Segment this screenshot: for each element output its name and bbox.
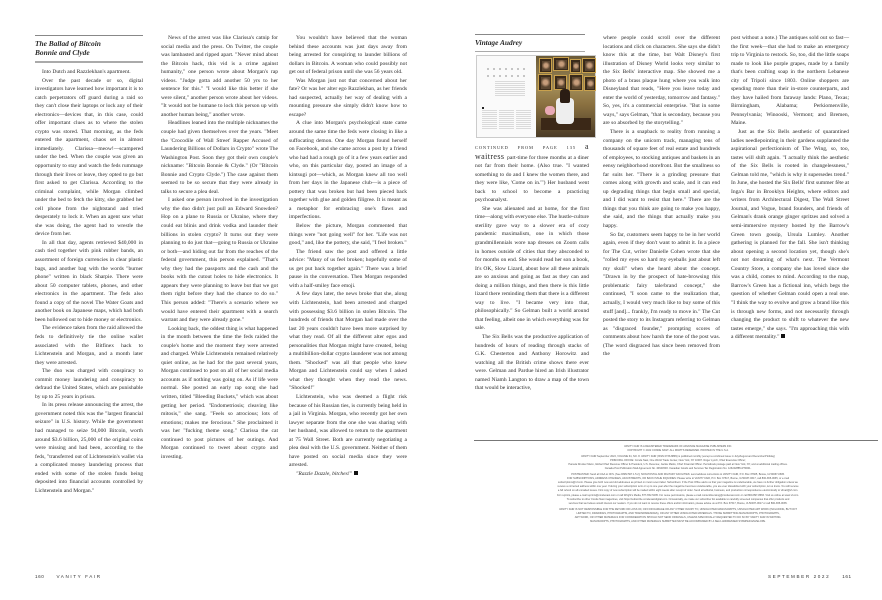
spread-photo <box>476 55 596 138</box>
left-folio <box>35 574 102 579</box>
paragraph: The Six Bells was the productive application of hundreds of hours of reading through stacks of G.K. Chesterton and Anthony Horowitz and watching all the British crime shows there ever were. Gelman and Pardue hired an Irish illustrator named Niamh Langton to draw a map of the town that would be interactive, <box>475 334 589 392</box>
kicker-title: Vintage Audrey <box>475 38 523 47</box>
photo-dots <box>485 68 529 70</box>
fineprint-line: LIMITED TO, DRAWINGS, PHOTOGRAPHS, AND TRANSPARENCIES), OR ANY OTHER UNSOLICITED MATERIALS. THOSE SUBMITTING MANUSCRIPTS, PHOTOGRAPHS, <box>576 511 780 515</box>
fineprint-line: ART WORK, OR OTHER MATERIALS FOR CONSIDERATION SHOULD NOT SEND ORIGINALS, UNLESS SPECIFICALLY REQUESTED TO DO SO BY VANITY FAIR IN WRITING. <box>574 515 782 519</box>
portrait-frame <box>554 75 567 90</box>
fineprint-line: a full refund on all unmailed issues. First copy of new subscription will be mailed within eight weeks after receipt of order. Send all editorial, business, and production correspondence electronically to vfmail@vf.com. <box>557 489 799 493</box>
fineprint-line: COPYRIGHT © 2022 CONDÉ NAST. ALL RIGHTS RESERVED. PRINTED IN THE U.S.A. <box>627 449 729 453</box>
paragraph: Looking back, the oddest thing is what happened in the month between the time the feds raided the couple's home and the moment they were arrested and charged. While Lichtenstein remained relatively quiet online, as he had for the past several years, Morgan continued to post on all of her social media accounts as if nothing was going on. As if life were normal. She posted an early rap song she had written, titled "Bleeding Buckets," which was about getting her period. "Endometriosis; cleaving like mitosis," she sang. "Feels so atrocious; lots of emotions; makes me ferocious." She proclaimed it was her "fucking theme song." Clarissa the cat continued to post pictures of her outings. And Morgan continued to tweet about crypto and investing. <box>161 325 278 460</box>
fineprint-line: POSTMASTER: Send all UAA to CFS. (See DMM 507.1.5.2); NON-POSTAL AND MILITARY FACILITIES: send address corrections to VANITY FAIR, P.O. Box 37605, Boone, IA 50037-0605. <box>571 473 785 477</box>
kicker-bottom-rule <box>475 51 585 52</box>
paragraph: Headlines leaned into the multiple nicknames the couple had given themselves over the years. "Meet the 'Crocodile of Wall Street' Rapper Accused of Laundering Billions of Dollars in Crypto" wrote The Washington Post. Soon they got their own couple's nickname: "Bitcoin Bonnie & Clyde." (Or "Bitcoin Bonnie and Crypto Clyde.") The case against them seemed to be so secure that they were already in talks to secure a plea deal. <box>161 120 278 195</box>
page-number: 160 <box>35 574 45 579</box>
paragraph: The evidence taken from the raid allowed the feds to definitively tie the online wallet associated with the Bitfinex hack to Lichtenstein and Morgan, and a month later they were arrested. <box>35 325 143 366</box>
fineprint-rule <box>474 440 878 441</box>
paragraph: A few days later, the news broke that she, along with Lichtenstein, had been arrested and charged with possessing $3.6 billion in stolen Bitcoin. The hundreds of friends that Morgan had made over the last 20 years couldn't have been more surprised by what they read. Of all the different alter egos and personalities that Morgan might have created, being a multibillion-dollar crypto launderer was not among them. "Shocked" was all that people who knew Morgan and Lichtenstein could say when I asked what they thought when they read the news. "Shocked!" <box>289 291 407 392</box>
article-kicker <box>475 34 585 52</box>
paragraph: There is a snapback to reality from running a company on the unicorn track, managing tens of thousands of square feet of real estate and hundreds of employees, to stocking antiques and baskets in an eensy neighborhood storefront. But the smallness so far suits her. "There is a grinding pressure that comes along with growth and scale, and it can end up degrading things that begin small and special, and I did want to resist that here." There are the things that you think are going to make you happy, she said, and the things that actually make you happy. <box>603 129 720 230</box>
photo-text-block <box>516 110 531 130</box>
fineprint-line: PRINCIPAL OFFICE: Condé Nast, One World Trade Center, New York, NY 10007. Roger Lynch, Chief Executive Officer; <box>610 459 746 463</box>
portrait-frame <box>569 74 583 91</box>
kicker-bottom-rule <box>35 61 143 63</box>
paragraph-text: a waitress <box>475 142 589 161</box>
fineprint-line: Canada Post Publication Mail Agreement No. 40644503. Canadian Goods and Services Tax Registration No. 123242885-RT0001. <box>604 467 752 471</box>
paragraph: You wouldn't have believed that the woman behind these accounts was just days away from being arrested for conspiring to launder billions of dollars in Bitcoin. A woman who could possibly not get out of federal prison until she was 56 years old. <box>289 35 407 76</box>
issue-date: SEPTEMBER 2022 <box>768 574 831 579</box>
paragraph: In all that day, agents retrieved $40,000 in cash tied together with pink rubber bands, an assortment of foreign currencies in clear plastic bags, and another bag with the words "burner phone" written in black Sharpie. There were about 50 computer tablets, phones, and other electronics in the apartment. The feds also found a copy of the novel The Water Goats and another book on Japanese maps, which had both been hollowed out to hide money or electronics. <box>35 239 143 323</box>
page-number: 161 <box>842 574 852 579</box>
paragraph: Was Morgan just not that concerned about her fate? Or was her alter ego Razzlekhan, as her friends had suspected, actually her way of dealing with a mounting pressure she simply didn't know how to escape? <box>289 77 407 118</box>
paragraph: Into Dutch and Razzlekhan's apartment. <box>42 69 131 75</box>
end-mark-icon <box>354 471 358 475</box>
photo-dots <box>485 75 529 77</box>
left-page <box>0 0 440 600</box>
paragraph: Lichtenstein, who was deemed a flight risk because of his Russian ties, is currently being held in a jail in Virginia. Morgan, who recently got her own lawyer separate from the one she was sharing with her husband, was allowed to return to the apartment at 75 Wall Street. Both are currently negotiating a plea deal with the U.S. government. Neither of them have posted on social media since they were arrested. <box>289 393 407 469</box>
photo-right-page <box>536 56 595 137</box>
portrait-frame <box>538 74 552 91</box>
fineprint-line: To subscribe to other Condé Nast magazines, visit https://subscribe.condenastdigital.com. Occasionally, we make our subscriber list available to carefully screened companies that offer products and <box>566 497 790 501</box>
paragraph: News of the arrest was like Clarissa's catnip for social media and the press. On Twitter, the couple was lambasted and ripped apart. "Never mind about the Bitcoin hack, this vid is a crime against humanity," one person wrote about Morgan's rap videos. "Judge gotta add another 50 yrs to her sentence for this." "I would like this better if she were silent," another person wrote about her videos. "It would not be humane to lock this person up with another human being," another wrote. <box>161 35 278 118</box>
fineprint-line: Pamela Drucker Mann, Global Chief Revenue Officer & President, U.S. Revenue; Jackie Marks, Chief Financial Officer. Periodicals postage paid at New York, NY, and at additional mailing offices. <box>568 463 788 467</box>
kicker-line: The Ballad of Bitcoin <box>35 39 101 48</box>
paragraph: Over the past decade or so, digital investigators have learned how important it is to catch perpetrators off guard during a raid so they can't close their laptops or lock any of their electronics—devices that, in this case, could offer important clues as to where the stolen crypto was stored. That morning, as the feds entered the apartment, chaos set in almost immediately. Clarissa—meow!—scampered under the bed. When the couple was given an opportunity to stay and watch the feds rummage through their lives or leave, they opted to go but first asked to get Clarissa. According to the criminal complaint, while Morgan climbed under the bed to fetch the kitty, she grabbed her cell phone from the nightstand and tried desperately to lock it. When an agent saw what she was doing, the agent had to wrestle the device from her. <box>35 77 143 238</box>
paragraph: She was alienated and at home, for the first time—along with everyone else. The hustle-culture sterility gave way to a slower era of cozy pandemic maximalism, one in which those grandmillennials wore nap dresses on Zoom calls in homes outside of cities that they absconded to for months on end. She would read her son a book, It's OK, Slow Lizard, about how all these animals are so anxious and going as fast as they can and doing a million things, and then there is this little lizard there reminding them that there is a different way to live. "I became very into that, philosophically." So Gelman built a world around that feeling, albeit one in which everything was for sale. <box>475 205 589 332</box>
paragraph: So far, customers seem happy to be in her world again, even if they don't want to admit it. In a piece for The Cut, writer Danielle Cohen wrote that she "rolled my eyes so hard my eyeballs just about left my skull" when she heard about the concept. "Drawn in by the prospect of hate-browsing this problematic fairy tale/brand concept," she continued, "I soon came to the realization that, actually, I would very much like to buy some of this stuff [and]... frankly, I'm ready to move in." The Cut posted the story to its Instagram referring to Gelman as "disgraced founder," prompting scores of comments about how harsh the tone of the post was. (The word disgraced has since been removed from the <box>603 231 720 358</box>
paragraph: where people could scroll over the different locations and click on characters. She says she didn't know this at the time, but Walt Disney's first illustration of Disney World looks very similar to the Six Bells' interactive map. She showed me a photo of a brass plaque hung where you walk into Disneyland that reads, "Here you leave today and enter the world of yesterday, tomorrow and fantasy." So, yes, it's a commercial enterprise. "But in some ways," says Gelman, "that is secondary, because you are so absorbed by the storytelling." <box>603 35 720 127</box>
right-column-1 <box>475 143 589 393</box>
right-column-3 <box>731 34 849 342</box>
photo-text-block <box>495 81 525 96</box>
fineprint-line: receive a corrected address within one year. If during your subscription term or up to one year after the magazine becomes undeliverable, you are ever dissatisfied with your subscription, let us know. You will receive <box>557 485 799 489</box>
right-column-2 <box>603 34 720 359</box>
paragraph: post without a note.) The antiques sold out so fast—the first week—that she had to make an emergency trip to Virginia to restock. So, too, did the little soaps made to look like purple grapes, made by a family that's been crafting soap in the northern Lebanese city of Tripoli since 1803. Online shoppers are spending more than their in-store counterparts, and they have hailed from faraway lands: Plano, Texas; Birmingham, Alabama; Perkiomenville, Pennsylvania; Winooski, Vermont; and Bremen, Maine. <box>731 35 849 127</box>
portrait-frame <box>553 57 569 71</box>
paragraph: The friend saw the post and offered a little advice: "Many of us feel broken; hopefully some of us get put back together again." There was a brief pause in the conversation. Then Morgan responded with a half-smiley face emoji. <box>289 248 407 289</box>
paragraph: CONTINUED FROM PAGE 135 a waitress part-time for three months at a diner not far from their home. (Also true. "I wanted something to do and I knew the women there, and they were like, 'Come on in.'") Her husband went back to school to become a practicing psychoanalyst. <box>475 142 589 204</box>
fineprint-line: services that we believe would interest our readers. If you do not want to receive these offers and/or information, please advise us at P.O. Box 37617, Boone, IA 50037-0617 or call 800-365-0635. <box>568 501 788 505</box>
paragraph: Just as the Six Bells aesthetic of quarantined ladies needlepointing in their gardens supplanted the aspirational perfectionism of The Wing, so, too, tastes will shift again. "I actually think the aesthetic of the Six Bells is rooted in changelessness," Gelman told me, "which is why it supersedes trend." In June, she hosted the Six Bells' first summer fête at Inga's Bar in Brooklyn Heights, where editors and writers from Architectural Digest, The Wall Street Journal, and Vogue, brand founders, and friends of Gelman's drank orange ginger spritzes and solved a semi-immersive mystery hosted by the Barrow's Green town gossip, Ursula Lumley. Another gathering is planned for the fall. She isn't thinking about opening a second location yet, though she's not not dreaming of what's next. The Vermont Country Store, a company she has loved since she was a child, comes to mind. According to the map, Barrow's Green has a fictional inn, which begs the question of whether Gelman could open a real one. "I think the way to evolve and grow a brand like this is through new forms, and not necessarily through changing the product to shift to whatever the new tastes emerge," she says. "I'm approaching this with a different mentality." <box>731 129 849 341</box>
left-column-1 <box>35 68 143 495</box>
photo-text-block <box>482 110 497 130</box>
fineprint-line: VANITY FAIR IS NOT RESPONSIBLE FOR THE RETURN OR LOSS OF, OR FOR DAMAGE OR ANY OTHER INJURY TO, UNSOLICITED MANUSCRIPTS, UNSOLICITED ART WORK (INCLUDING, BUT NOT <box>559 507 797 511</box>
woman-head <box>560 89 570 103</box>
kicker-line: Bonnie and Clyde <box>35 48 90 57</box>
photo-left-page <box>477 56 536 137</box>
portrait-frame <box>582 58 596 73</box>
paragraph: Below the picture, Morgan commented that things were "not going well" for her. "Life was not good," and, like the pottery, she said, "I feel broken." <box>289 223 407 247</box>
photo-drop-mark <box>482 107 484 109</box>
left-column-3 <box>289 34 407 478</box>
continued-label: CONTINUED FROM PAGE 135 <box>475 145 586 150</box>
left-column-2 <box>161 34 278 461</box>
magazine-name: VANITY FAIR <box>56 574 102 579</box>
paragraph: "Razzle Dazzle, bitches!" <box>289 470 407 479</box>
paragraph: The duo was charged with conspiracy to commit money laundering and conspiracy to defraud the United States, which are punishable by up to 25 years in prison. <box>35 368 143 400</box>
fineprint-line: MANUSCRIPTS, PHOTOGRAPHS, AND OTHER MATERIALS SUBMITTED MUST BE ACCOMPANIED BY A SELF-ADDRESSED STAMPED ENVELOPE. <box>590 519 766 523</box>
portrait-frame <box>539 58 552 73</box>
pillow <box>545 106 555 115</box>
right-folio <box>768 574 852 579</box>
fineprint-line: subscriptions@vf.com. Please give both new and old addresses as printed on most recent label. Subscribers: If the Post Office alerts us that your magazine is undeliverable, we have no further obligation unless we <box>558 481 798 485</box>
fineprint-line: VANITY FAIR September 2022, VOLUME 64, NO. 8. VANITY FAIR (ISSN 0733-8899) is published monthly (except a combined issue in July/August and December/Holiday) <box>580 455 776 459</box>
paragraph: I asked one person involved in the investigation why the duo didn't just pull an Edward Snowden? Hop on a plane to Russia or Ukraine, where they could eat blinis and drink vodka and launder their billions in stolen crypto? It turns out they were planning to do just that—going to Russia or Ukraine or both—and hiding out far from the reaches of the federal government, this person explained. "That's why they had the passports and the cash and the books with the cutout holes to hide electronics. It appears they were planning to leave but that we got them right before they had the chance to do so." This person added: "There's a scenario where we would have entered their apartment with a search warrant and they were already gone." <box>161 197 278 324</box>
end-mark-icon <box>781 334 785 338</box>
portrait-frame <box>570 59 581 73</box>
photo-text-block <box>499 110 514 130</box>
portrait-frame <box>584 76 596 91</box>
fineprint-line: FOR SUBSCRIPTIONS, ADDRESS CHANGES, ADJUSTMENTS, OR BACK ISSUE INQUIRIES: Please write to VANITY FAIR, P.O. Box 37617, Boone, IA 50037-0617, call 800-365-0635, or e-mail <box>567 477 789 481</box>
fineprint-line: For reprints, please e-mail reprints@condenast.com or call Wright's Media, 877-652-5295. For reuse permissions, please e-mail contentlicensing@condenast.com or call 800-897-8666. Visit us online at www.vf.com. <box>557 493 799 497</box>
fineprint-line: VANITY FAIR IS A REGISTERED TRADEMARK OF ADVANCE MAGAZINE PUBLISHERS INC. <box>623 445 733 448</box>
paragraph: A clue into Morgan's psychological state came around the same time the feds were closing in like a suffocating demon. One day Morgan found herself on Facebook, and she came across a post by a friend who had had a rough go of it a few years earlier and who, on this particular day, posted an image of a kintsugi pot—which, as Morgan knew all too well from her days in the Japanese club—is a piece of pottery that was broken but had been pieced back together with glue and golden filigree. It is meant as a metaphor for embracing one's flaws and imperfections. <box>289 120 407 221</box>
paragraph: In its press release announcing the arrest, the government noted this was the "largest financial seizure" in U.S. history. While the government had managed to seize 94,000 Bitcoin, worth around $3.6 billion, 25,000 of the original coins were missing and had been, according to the feds, "transferred out of Lichtenstein's wallet via a complicated money laundering process that ended with some of the stolen funds being deposited into financial accounts controlled by Lichtenstein and Morgan." <box>35 402 143 494</box>
masthead-fineprint <box>474 445 882 524</box>
article-kicker <box>35 35 143 63</box>
kicker-title <box>35 36 143 61</box>
